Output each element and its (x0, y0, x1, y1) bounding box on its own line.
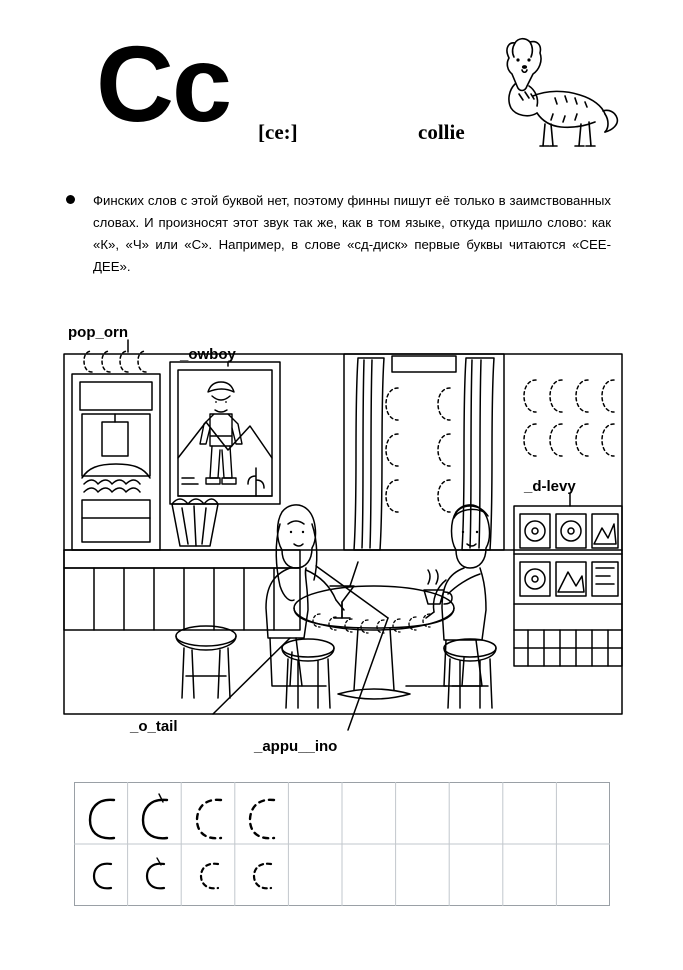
scene-drawing (58, 318, 628, 758)
phonetic-transcription: [ce:] (258, 120, 298, 144)
cafe-scene-illustration (58, 318, 628, 758)
scene-label-cocktail: _o_tail (130, 718, 178, 735)
bullet-icon (66, 195, 75, 204)
handwriting-practice-grid[interactable] (74, 782, 610, 906)
practice-grid-lines (74, 782, 610, 906)
keyword-label: collie (418, 120, 465, 144)
scene-label-cappuccino: _appu__ino (254, 738, 338, 755)
scene-label-cd-levy: _d-levy (524, 478, 576, 495)
scene-label-cowboy: _owboy (180, 346, 236, 363)
page-header (0, 24, 683, 174)
scene-label-popcorn: pop_orn (68, 324, 128, 341)
collie-dog-icon (485, 34, 625, 159)
intro-block (66, 190, 611, 278)
page-title: Cc (96, 23, 231, 144)
intro-paragraph: Финских слов с этой буквой нет, поэтому финны пишут её только в заимствованных словах. И произносят этот звук так же, как в том языке, откуда пришло слово: как «К», «Ч» или «С». Например, в слове «сд-диск» первые буквы читаются «СЕЕ-ДЕЕ». (93, 193, 611, 274)
